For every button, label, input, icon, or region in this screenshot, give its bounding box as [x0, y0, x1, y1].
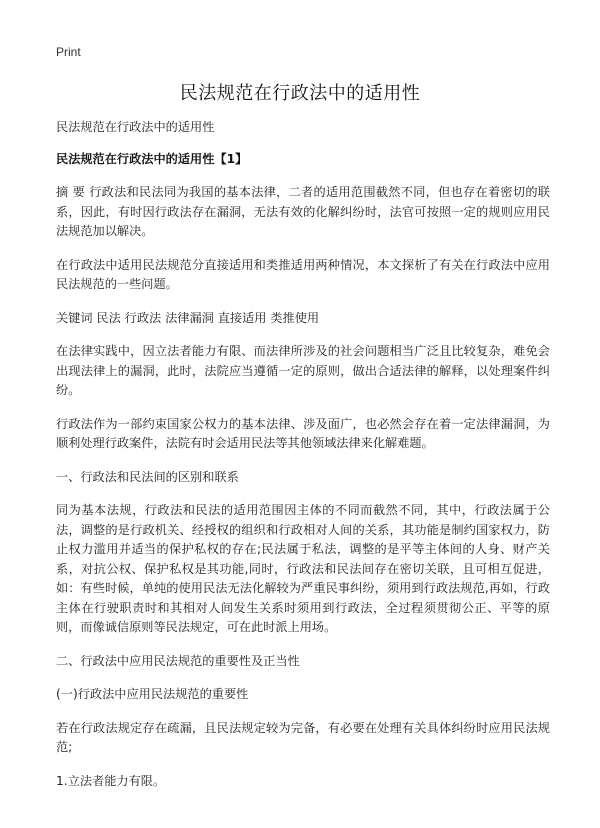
section-heading: 民法规范在行政法中的适用性【1】 — [56, 151, 248, 166]
section-heading: 二、行政法中应用民法规范的重要性及正当性 — [56, 653, 300, 668]
subsection-heading: (一)行政法中应用民法规范的重要性 — [56, 687, 249, 701]
body-paragraph: 行政法作为一部约束国家公权力的基本法律、涉及面广，也必然会存在着一定法律漏洞，为顺利处理行政案件，法院有时会适用民法等其他领域法律来化解难题。 — [56, 416, 550, 450]
body-paragraph: 在法律实践中，因立法者能力有限、而法律所涉及的社会问题相当广泛且比较复杂，难免会出现法律上的漏洞，此时，法院应当遵循一定的原则，做出合适法律的解释，以处理案件纠纷。 — [56, 344, 550, 397]
section-heading: 一、行政法和民法间的区别和联系 — [56, 469, 239, 484]
list-item: 1.立法者能力有限。 — [56, 773, 166, 788]
body-paragraph: 同为基本法规，行政法和民法的适用范围因主体的不同而截然不同，其中，行政法属于公法，调整的是行政机关、经授权的组织和行政相对人间的关系，其功能是制约国家权力，防止权力滥用并适当的保护私权的存在;民法属于私法，调整的是平等主体间的人身、财产关系，对抗公权、保护私权是其功能,同时，行政法和民法间存在密切关联，且可相互促进，如：有些时候，单纯的使用民法无法化解较为严重民事纠纷，须用到行政法规范,再如，行政主体在行驶职责时和其相对人间发生关系时须用到行政法，全过程须贯彻公正、平等的原则，而像诚信原则等民法规定，可在此时派上用场。 — [56, 503, 550, 634]
subtitle-paragraph: 民法规范在行政法中的适用性 — [56, 120, 215, 134]
document-body — [56, 118, 550, 805]
body-paragraph: 若在行政法规定存在疏漏，且民法规定较为完备，有必要在处理有关具体纠纷时应用民法规范; — [56, 720, 550, 754]
abstract-paragraph: 摘 要 行政法和民法同为我国的基本法律，二者的适用范围截然不同，但也存在着密切的联系，因此，有时因行政法存在漏洞，无法有效的化解纠纷时，法官可按照一定的规则应用民法规范加以解决。 — [56, 185, 550, 238]
keywords-paragraph: 关键词 民法 行政法 法律漏洞 直接适用 类推使用 — [56, 310, 320, 325]
print-link[interactable]: Print — [56, 45, 81, 59]
body-paragraph: 在行政法中适用民法规范分直接适用和类推适用两种情况，本文探析了有关在行政法中应用民法规范的一些问题。 — [56, 257, 550, 291]
document-title: 民法规范在行政法中的适用性 — [179, 83, 421, 104]
